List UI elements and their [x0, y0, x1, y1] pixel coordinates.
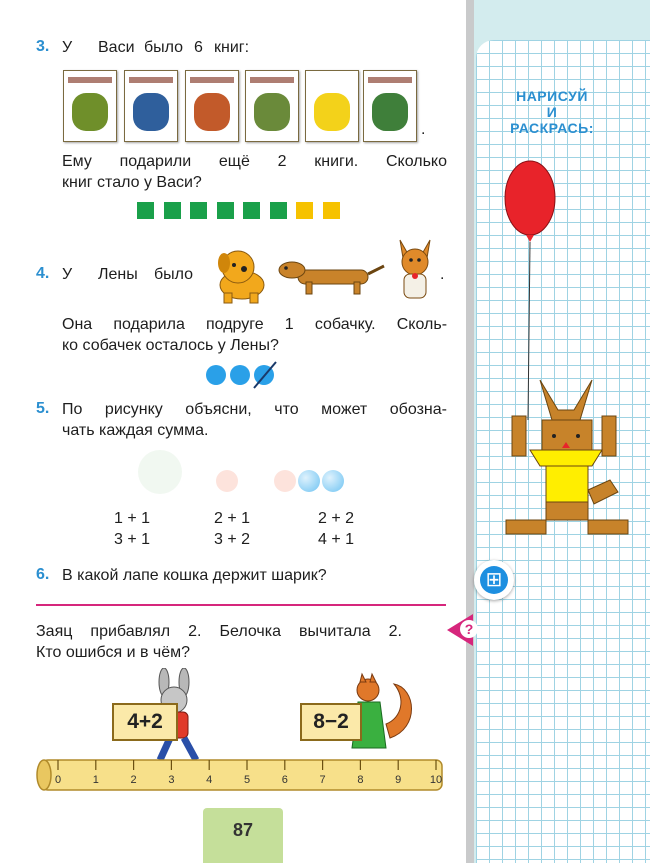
task-5-number: 5. — [36, 400, 50, 417]
book-1 — [63, 70, 117, 142]
ruler-tick-label: 6 — [281, 774, 288, 786]
task-3-intro-4: 6 — [194, 39, 203, 56]
counter-dot — [206, 365, 226, 385]
bonus-line1: Заяц прибавлял 2. Белочка вычитала 2. — [36, 623, 402, 640]
ruler-tick-label: 2 — [130, 774, 137, 786]
ruler-tick-label: 5 — [243, 774, 251, 786]
task-5-text-line2: чать каждая сумма. — [62, 422, 209, 439]
page-number: 87 — [232, 820, 254, 840]
counting-square — [243, 202, 260, 219]
task-3-number: 3. — [36, 38, 50, 55]
sum-3-top: 2 + 2 — [318, 510, 355, 527]
faded-large-circle — [138, 450, 182, 494]
task-4-question-line2: ко собачек осталось у Лены? — [62, 337, 279, 354]
task-3-intro-3: было — [144, 39, 184, 56]
counting-square — [190, 202, 207, 219]
toy-dog-3 — [390, 236, 440, 306]
counting-square — [296, 202, 313, 219]
task-4-number: 4. — [36, 265, 50, 282]
faded-pink-circle — [216, 470, 238, 492]
sum-1-bottom: 3 + 1 — [114, 531, 151, 548]
book-3 — [185, 70, 239, 142]
number-ruler — [36, 756, 448, 796]
task-6-text: В какой лапе кошка держит шарик? — [62, 567, 327, 584]
counting-square — [137, 202, 154, 219]
ruler-tick-label: 8 — [357, 774, 364, 786]
grid-icon: ⊞ — [480, 566, 508, 594]
sum-1-top: 1 + 1 — [114, 510, 151, 527]
ruler-tick-label: 9 — [395, 774, 402, 786]
page-number-tab — [203, 808, 283, 863]
blue-circle — [322, 470, 344, 492]
task-3-intro-5: книг: — [214, 39, 250, 56]
toy-dog-1 — [208, 245, 272, 305]
book-5 — [305, 70, 359, 142]
counting-square — [164, 202, 181, 219]
cross-out-line — [250, 360, 280, 390]
sum-3-bottom: 4 + 1 — [318, 531, 355, 548]
counting-square — [323, 202, 340, 219]
counting-square — [217, 202, 234, 219]
ruler-tick-label: 3 — [168, 774, 175, 786]
grid-view-button[interactable] — [474, 560, 514, 600]
sum-2-top: 2 + 1 — [214, 510, 251, 527]
book-2 — [124, 70, 178, 142]
book-6 — [363, 70, 417, 142]
task-4-intro-2: Лены — [98, 266, 138, 283]
task-3-question-line1: Ему подарили ещё 2 книги. Сколько — [62, 153, 447, 170]
task-3-period: . — [421, 121, 426, 138]
task-4-intro-1: У — [62, 266, 73, 283]
task-5-text-line1: По рисунку объясни, что может обозна- — [62, 401, 447, 418]
task-4-question-line1: Она подарила подруге 1 собачку. Сколь- — [62, 316, 448, 333]
task-6-number: 6. — [36, 566, 50, 583]
question-mark-icon: ? — [460, 620, 478, 638]
ruler-tick-label: 4 — [206, 774, 213, 786]
task-4-period: . — [440, 266, 445, 283]
page-gutter — [466, 0, 474, 863]
task-3-intro-2: Васи — [98, 39, 135, 56]
blue-circle — [298, 470, 320, 492]
section-divider — [36, 604, 446, 606]
hare-sign: 4+2 — [112, 703, 178, 741]
counter-dot — [230, 365, 250, 385]
sum-2-bottom: 3 + 2 — [214, 531, 251, 548]
ruler-tick-label: 7 — [319, 774, 326, 786]
bonus-line2: Кто ошибся и в чём? — [36, 644, 191, 661]
squirrel-sign: 8−2 — [300, 703, 362, 741]
faded-pink-circle — [274, 470, 296, 492]
task-3-question-line2: книг стало у Васи? — [62, 174, 202, 191]
ruler-tick-label: 0 — [54, 774, 62, 786]
book-4 — [245, 70, 299, 142]
side-title: НАРИСУЙ И РАСКРАСЬ: — [510, 88, 594, 136]
ruler-tick-label: 10 — [429, 774, 443, 786]
toy-dog-dachshund — [278, 258, 388, 298]
task-3-intro-1: У — [62, 39, 73, 56]
task-4-intro-3: было — [154, 266, 194, 283]
ruler-tick-label: 1 — [92, 774, 99, 786]
counting-square — [270, 202, 287, 219]
balloon-cat-drawing — [500, 158, 640, 558]
